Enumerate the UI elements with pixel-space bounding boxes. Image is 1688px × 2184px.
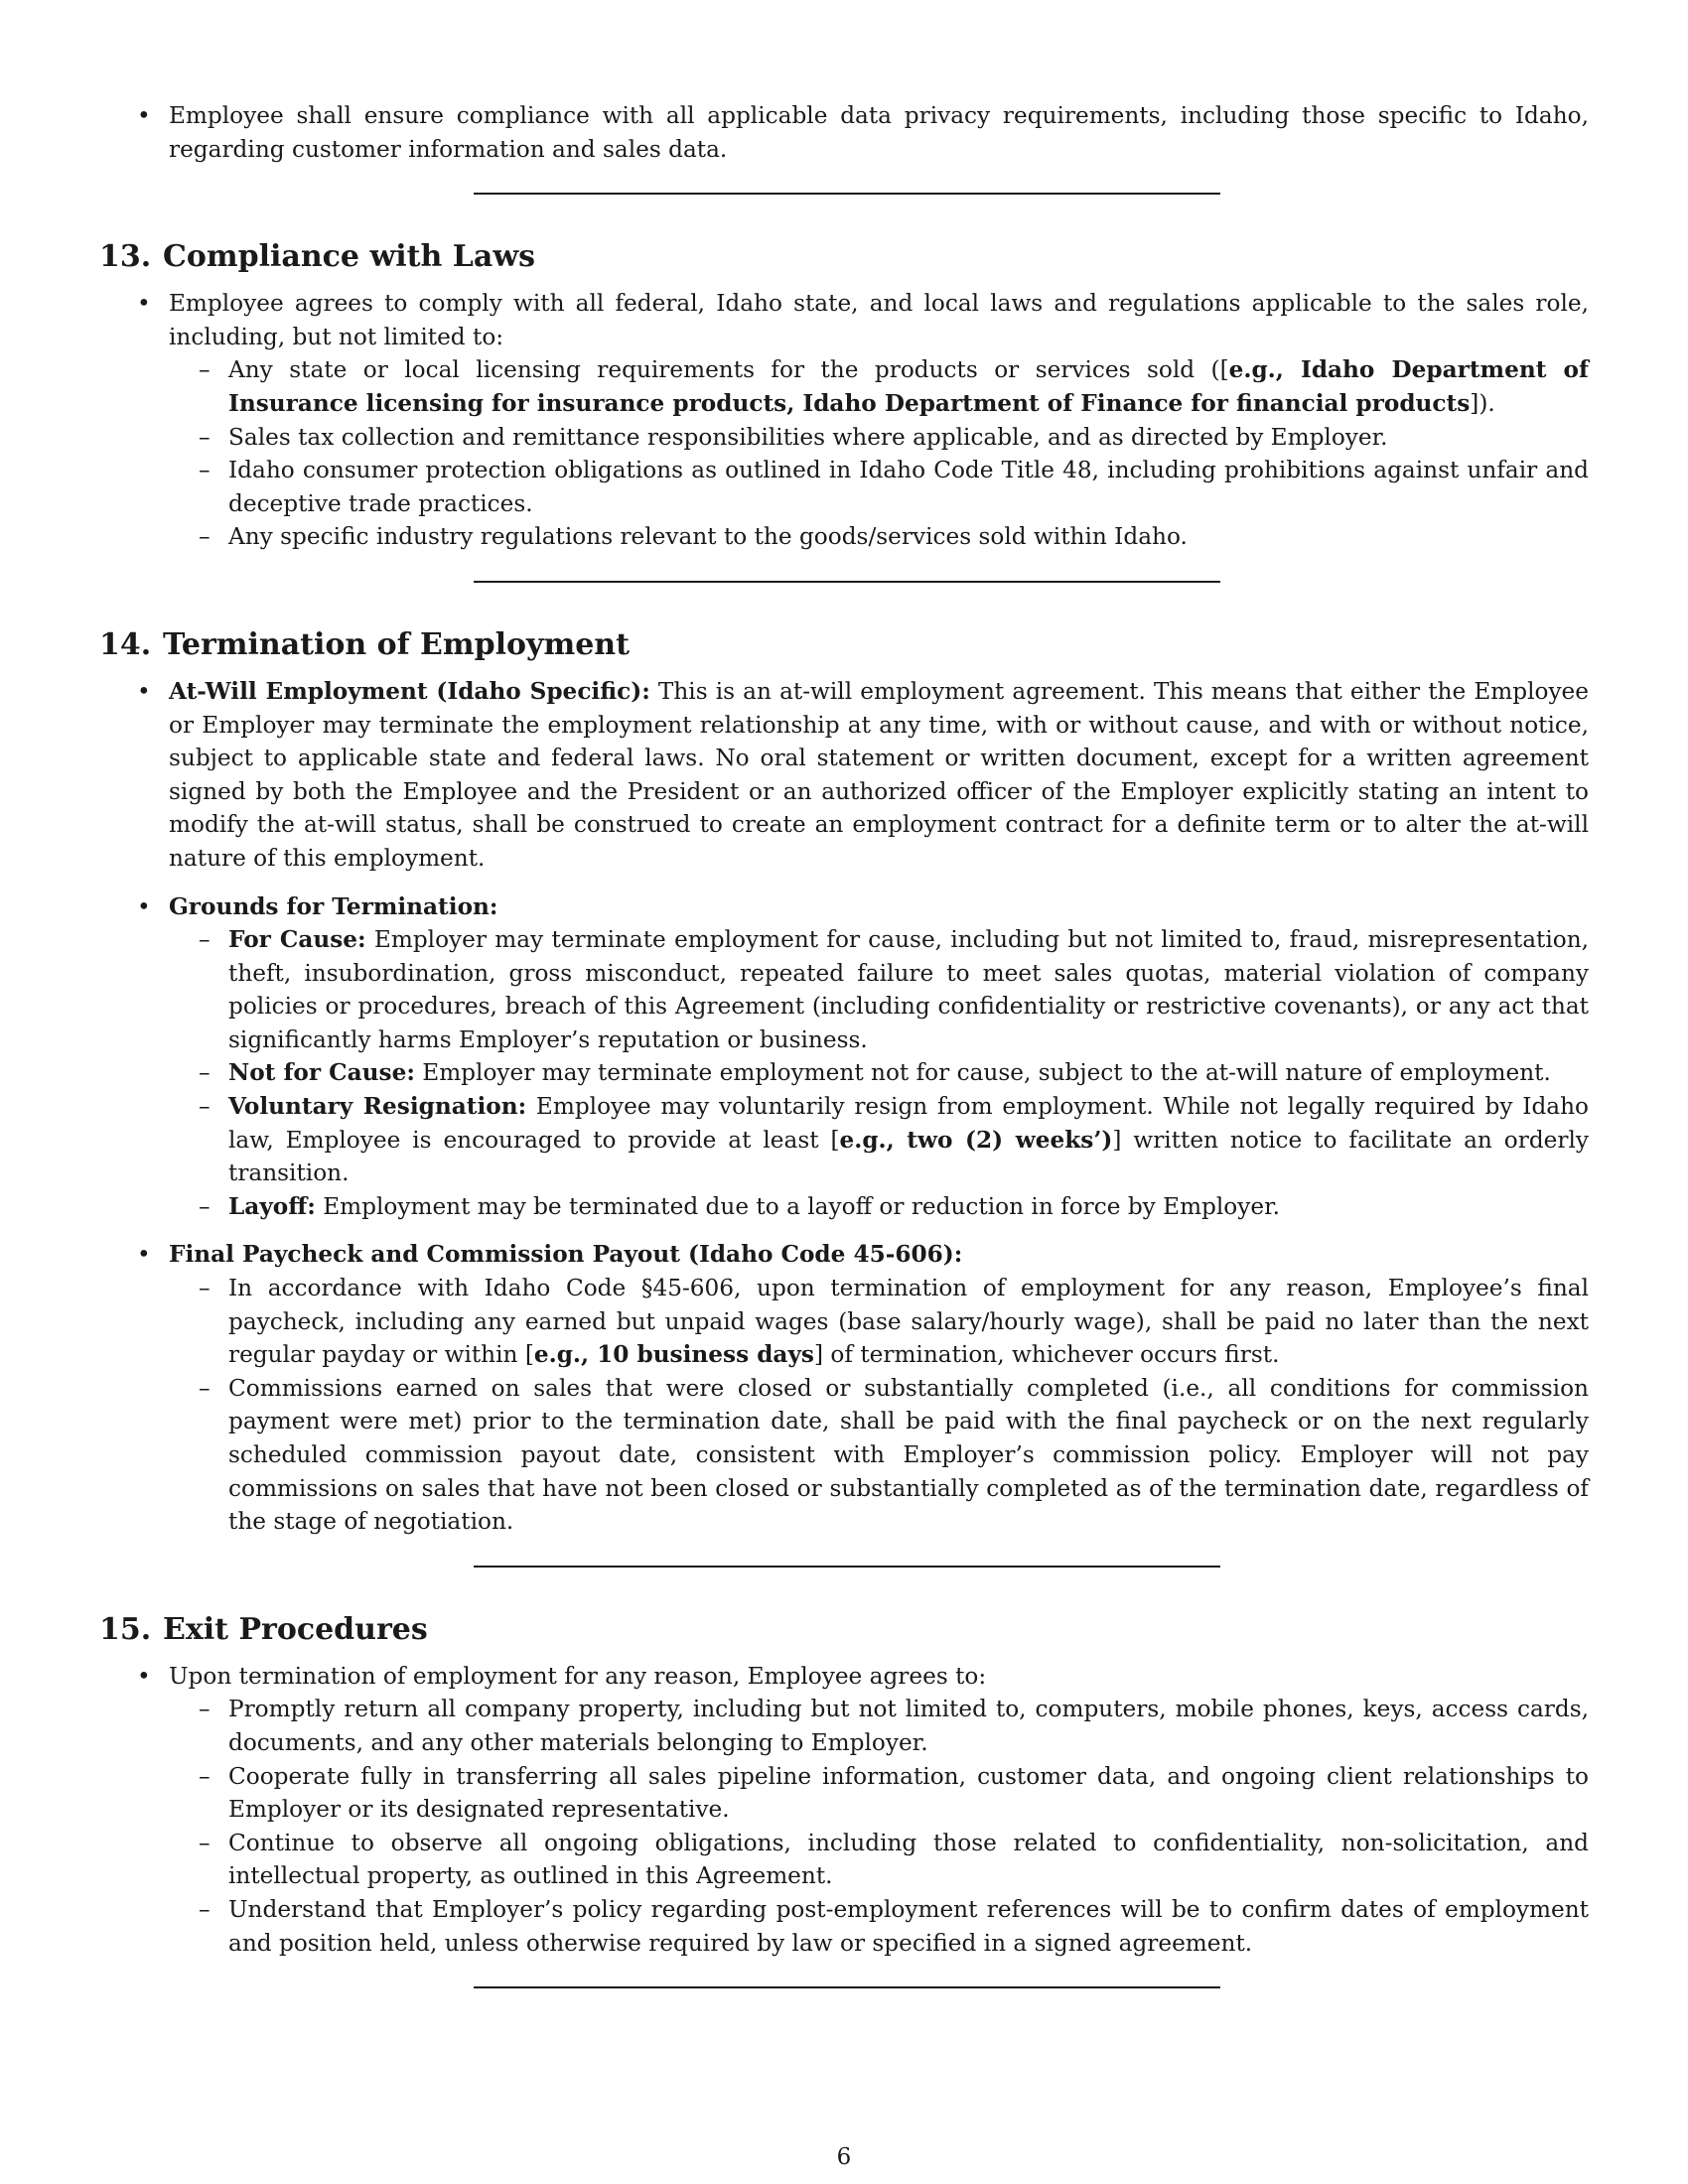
sub-list-item: [169, 353, 1589, 420]
text-span: Any state or local licensing requirements for the products or services sold ([: [228, 356, 1229, 384]
bold-label: For Cause:: [228, 926, 366, 954]
section-title: Compliance with Laws: [163, 239, 536, 275]
text-span: Sales tax collection and remittance responsibilities where applicable, and as directed by Employer.: [228, 423, 1388, 451]
bold-label: Not for Cause:: [228, 1059, 415, 1087]
dash-icon: –: [199, 1275, 211, 1302]
sub-list-item: [169, 1056, 1589, 1090]
sub-list: [169, 923, 1589, 1223]
section-title: Termination of Employment: [163, 626, 630, 662]
list-item-text: Employee shall ensure compliance with all applicable data privacy requirements, including those specific to Idaho, regarding customer information and sales data.: [169, 102, 1589, 163]
text-span: Cooperate fully in transferring all sales pipeline information, customer data, and ongoing client relationships to Employer or its designated representative.: [228, 1762, 1589, 1824]
section-heading-15: [99, 1612, 1589, 1648]
list-item-text: Employee agrees to comply with all federal, Idaho state, and local laws and regulations applicable to the sales role, including, but not limited to:: [169, 290, 1589, 350]
dash-icon: –: [199, 523, 211, 551]
dash-icon: –: [199, 457, 211, 484]
text-span: This is an at-will employment agreement. This means that either the Employee or Employer may terminate the employment relationship at any time, with or without cause, and with or without notice, subject to applicable state and federal laws. No oral statement or written document, except for a written agreement signed by both the Employee and the President or an authorized officer of the Employer explicitly stating an intent to modify the at-will status, shall be construed to create an employment contract for a definite term or to alter the at-will nature of this employment.: [169, 677, 1590, 872]
section-divider: [474, 1986, 1220, 1988]
bullet-icon: •: [137, 290, 151, 318]
text-span: ] written notice to facilitate an orderly transition.: [228, 1126, 1589, 1187]
sub-list: [169, 1693, 1589, 1960]
section-number: 13.: [99, 239, 152, 275]
bullet-icon: •: [137, 1241, 151, 1269]
bullet-icon: •: [137, 677, 151, 705]
sub-list-item: [169, 1893, 1589, 1960]
sub-list-item: [169, 1693, 1589, 1759]
bullet-list: [99, 675, 1589, 1539]
bold-label: Grounds for Termination:: [169, 892, 498, 920]
sub-list-item: [169, 454, 1589, 520]
section-title: Exit Procedures: [163, 1611, 428, 1647]
page-number: 6: [836, 2144, 852, 2170]
text-span: In accordance with Idaho Code §45-606, upon termination of employment for any reason, Employee’s final paycheck, including any earned but unpaid wages (base salary/hourly wage), shall be paid no later than the next regular payday or within [: [228, 1275, 1589, 1369]
bold-text: e.g., two (2) weeks’): [839, 1126, 1113, 1154]
section-heading-14: [99, 627, 1589, 663]
dash-icon: –: [199, 1895, 211, 1923]
list-item: [99, 890, 1589, 1224]
sub-list-item: [169, 1190, 1589, 1224]
dash-icon: –: [199, 1696, 211, 1723]
text-span: Commissions earned on sales that were closed or substantially completed (i.e., all conditions for commission payment were met) prior to the termination date, shall be paid with the final paycheck or on the next regularly scheduled commission payout date, consistent with Employer’s commission policy. Employer will not pay commissions on sales that have not been closed or substantially completed as of the termination date, regardless of the stage of negotiation.: [228, 1374, 1589, 1536]
bold-label: Voluntary Resignation:: [228, 1093, 527, 1121]
dash-icon: –: [199, 423, 211, 451]
bold-label: At-Will Employment (Idaho Specific):: [169, 677, 650, 705]
sub-list: [169, 1272, 1589, 1539]
section-heading-13: [99, 239, 1589, 275]
section-divider: [474, 1566, 1220, 1568]
bold-label: Layoff:: [228, 1192, 316, 1220]
sub-list: [169, 353, 1589, 554]
section-body-14: [99, 675, 1589, 1539]
bullet-list: [99, 287, 1589, 554]
dash-icon: –: [199, 1192, 211, 1220]
section-number: 14.: [99, 626, 152, 662]
dash-icon: –: [199, 356, 211, 384]
dash-icon: –: [199, 1374, 211, 1402]
list-item: [99, 1660, 1589, 1960]
dash-icon: –: [199, 926, 211, 954]
dash-icon: –: [199, 1762, 211, 1790]
sub-list-item: [169, 1372, 1589, 1539]
dash-icon: –: [199, 1829, 211, 1856]
list-item: [99, 675, 1589, 876]
text-span: Employer may terminate employment not for cause, subject to the at-will nature of employment.: [422, 1059, 1551, 1087]
section-body-13: [99, 287, 1589, 554]
text-span: ]).: [1470, 389, 1495, 417]
dash-icon: –: [199, 1059, 211, 1087]
sub-list-item: [169, 1760, 1589, 1827]
bullet-icon: •: [137, 1662, 151, 1690]
text-span: Any specific industry regulations relevant to the goods/services sold within Idaho.: [228, 523, 1188, 551]
sub-list-item: [169, 923, 1589, 1056]
section-number: 15.: [99, 1611, 152, 1647]
sub-list-item: [169, 1272, 1589, 1372]
text-span: ] of termination, whichever occurs first.: [813, 1341, 1280, 1369]
sub-list-item: [169, 520, 1589, 554]
section-body-15: [99, 1660, 1589, 1960]
list-item: [99, 287, 1589, 554]
text-span: Employer may terminate employment for cause, including but not limited to, fraud, misrepresentation, theft, insubordination, gross misconduct, repeated failure to meet sales quotas, material violation of company policies or procedures, breach of this Agreement (including confidentiality or restrictive covenants), or any act that significantly harms Employer’s reputation or business.: [228, 926, 1590, 1053]
text-span: Employee may voluntarily resign from employment. While not legally required by Idaho law, Employee is encouraged to provide at least [: [228, 1093, 1589, 1154]
sub-list-item: [169, 1090, 1589, 1190]
list-item: [99, 99, 1589, 166]
text-span: Employment may be terminated due to a layoff or reduction in force by Employer.: [323, 1192, 1280, 1220]
bullet-list: [99, 1660, 1589, 1960]
text-span: Continue to observe all ongoing obligations, including those related to confidentiality, non-solicitation, and intellectual property, as outlined in this Agreement.: [228, 1829, 1589, 1890]
text-span: Idaho consumer protection obligations as outlined in Idaho Code Title 48, including prohibitions against unfair and deceptive trade practices.: [228, 457, 1589, 517]
bold-label: Final Paycheck and Commission Payout (Idaho Code 45-606):: [169, 1241, 963, 1269]
sub-list-item: [169, 421, 1589, 455]
list-item-text: Upon termination of employment for any reason, Employee agrees to:: [169, 1662, 987, 1690]
text-span: Promptly return all company property, including but not limited to, computers, mobile phones, keys, access cards, documents, and any other materials belonging to Employer.: [228, 1696, 1589, 1756]
section-divider: [474, 193, 1220, 195]
section-divider: [474, 581, 1220, 583]
bullet-icon: •: [137, 102, 151, 129]
sub-list-item: [169, 1827, 1589, 1893]
bold-text: e.g., Idaho Department of Insurance licensing for insurance products, Idaho Department of Finance for financial products: [228, 356, 1589, 417]
dash-icon: –: [199, 1093, 211, 1121]
bullet-icon: •: [137, 892, 151, 920]
intro-block: [99, 99, 1589, 166]
intro-list: [99, 99, 1589, 166]
bold-text: e.g., 10 business days: [533, 1341, 814, 1369]
list-item: [99, 1238, 1589, 1538]
text-span: Understand that Employer’s policy regarding post-employment references will be to confirm dates of employment and position held, unless otherwise required by law or specified in a signed agreement.: [228, 1895, 1589, 1957]
